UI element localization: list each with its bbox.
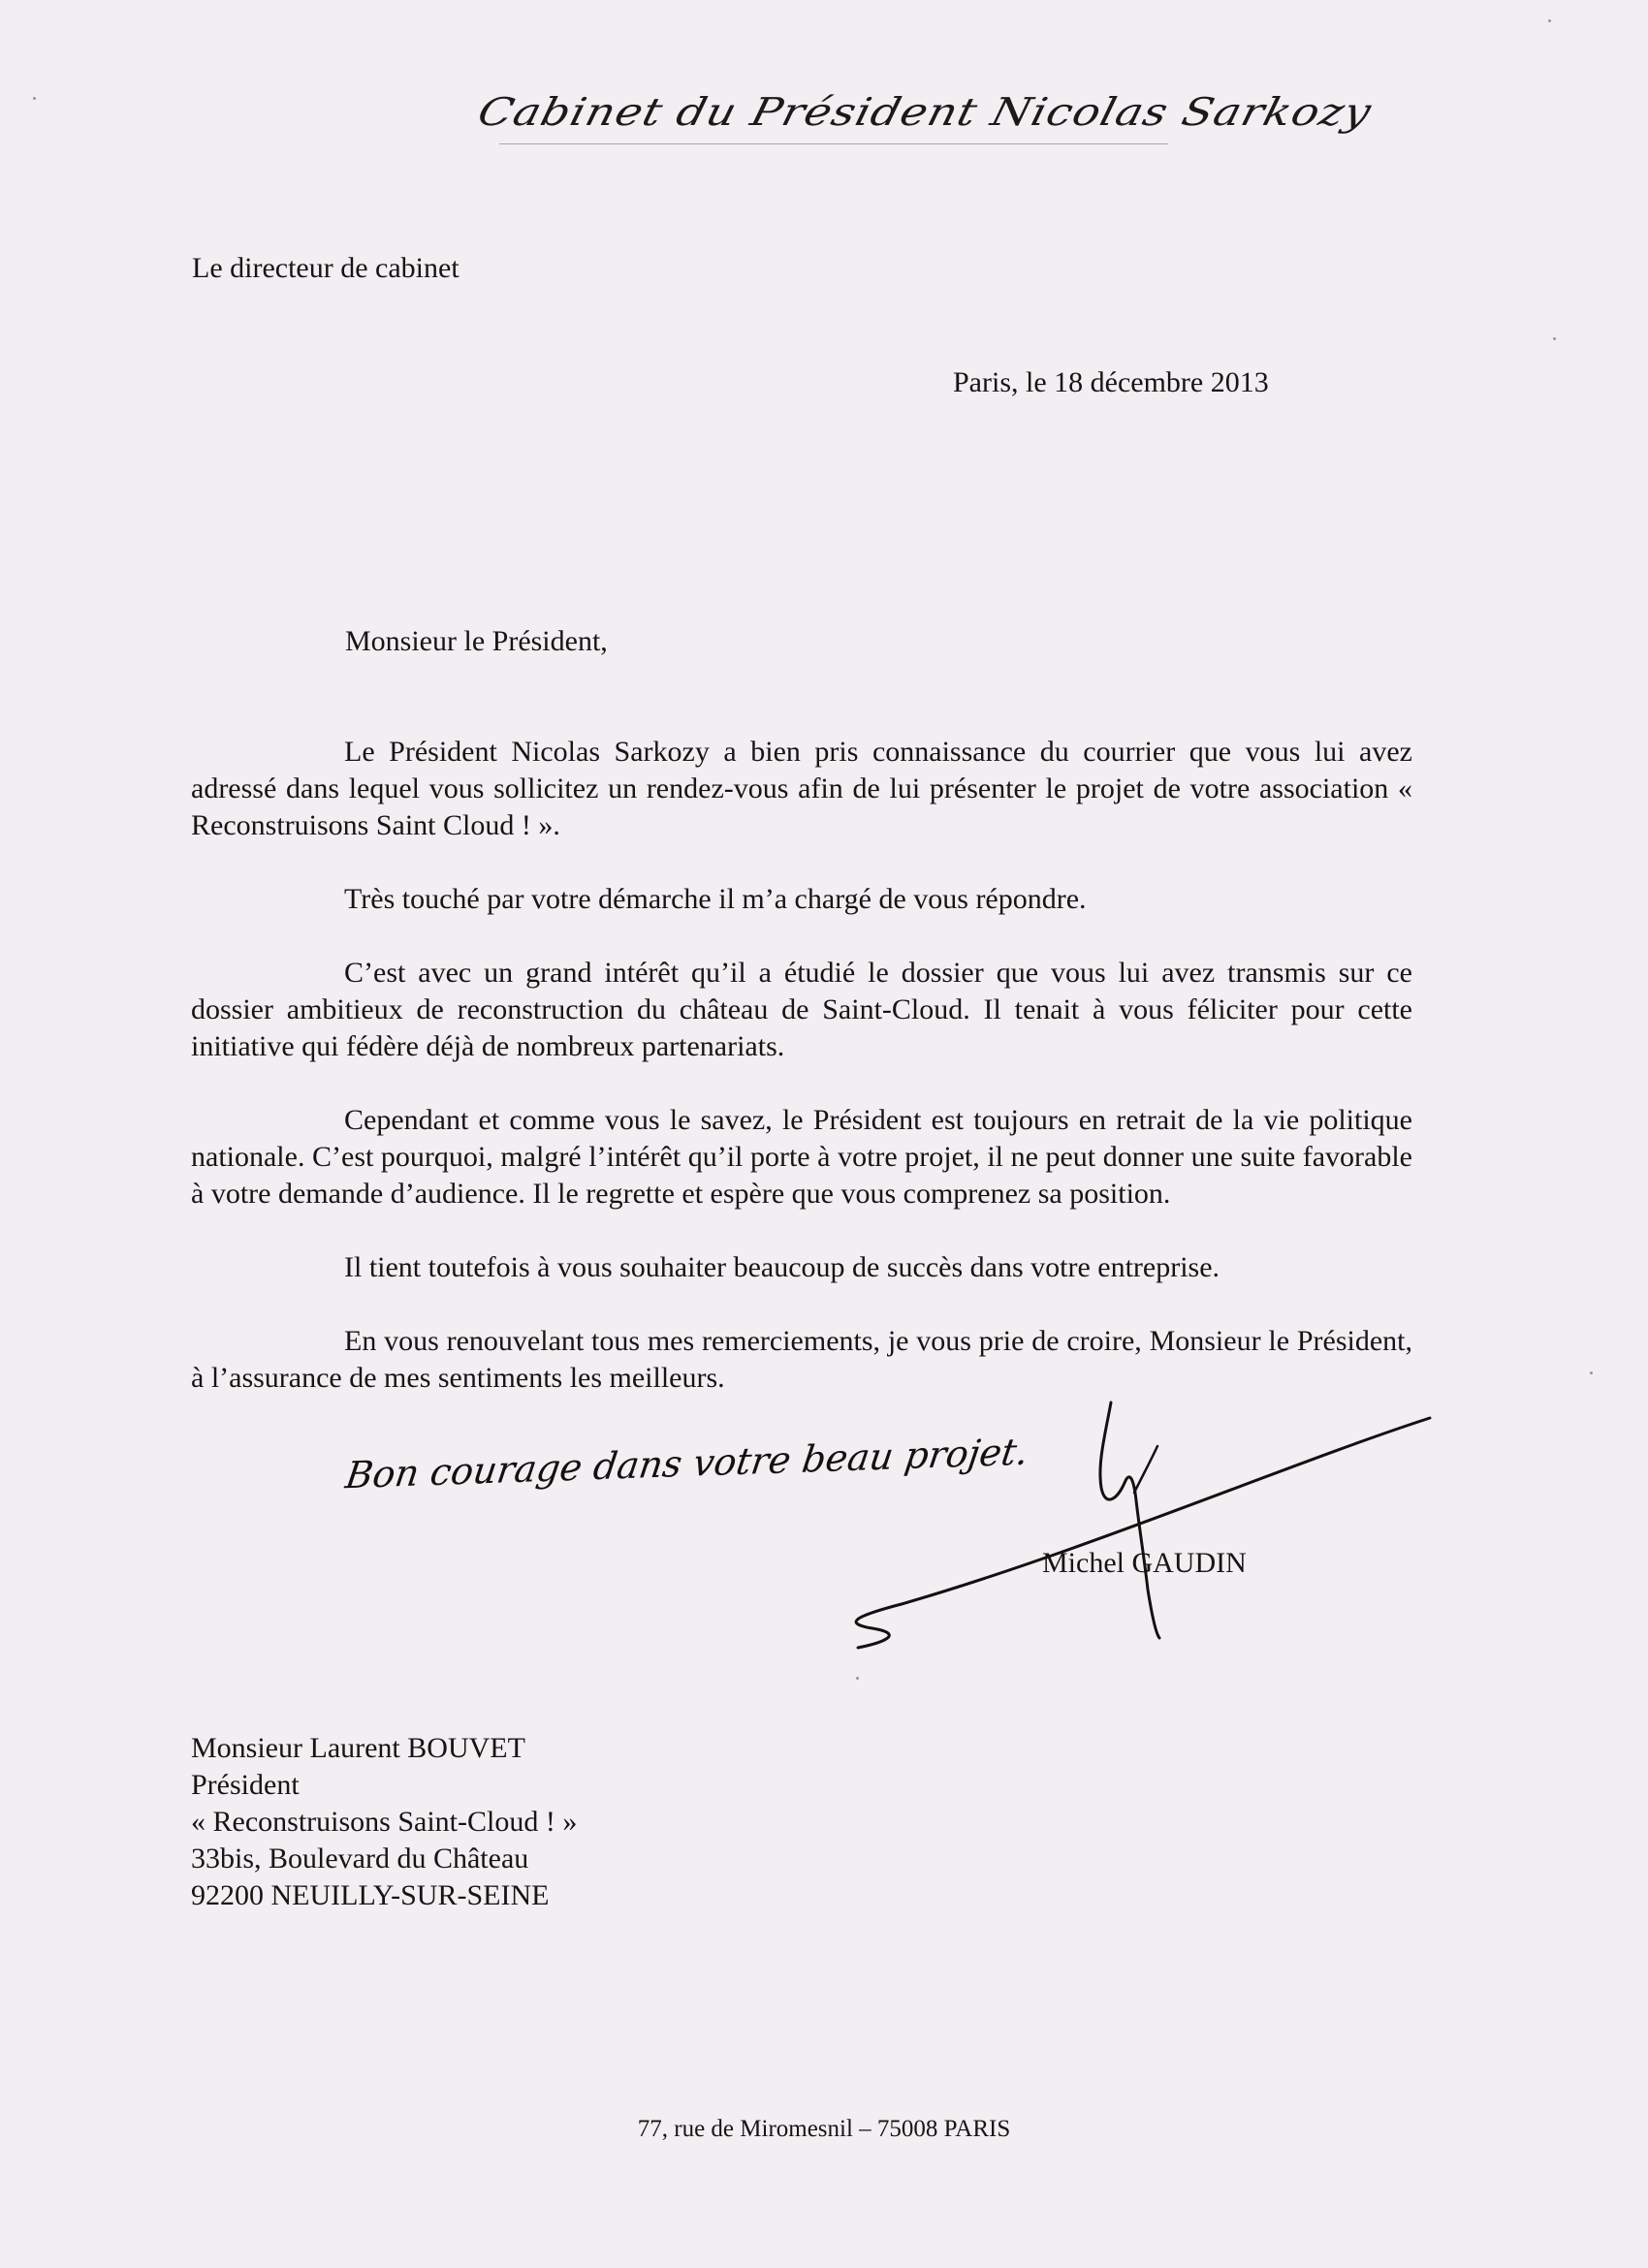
recipient-line: Monsieur Laurent BOUVET — [191, 1732, 525, 1764]
body-paragraph: En vous renouvelant tous mes remerciements, je vous prie de croire, Monsieur le Président, à l’assurance de mes sentiments les meilleurs. — [191, 1325, 1412, 1394]
recipient-line: Président — [191, 1769, 300, 1801]
footer-address: 77, rue de Miromesnil – 75008 PARIS — [637, 2116, 1011, 2142]
body-paragraph: Le Président Nicolas Sarkozy a bien pris connaissance du courrier que vous lui avez adressé dans lequel vous sollicitez un rendez-vous afin de lui présenter le projet de votre association « Reconstruisons Saint Cloud ! ». — [191, 736, 1412, 841]
body-paragraph: C’est avec un grand intérêt qu’il a étudié le dossier que vous lui avez transmis sur ce dossier ambitieux de reconstruction du château de Saint-Cloud. Il tenait à vous féliciter pour cette initiative qui fédère déjà de nombreux partenariats. — [191, 957, 1412, 1062]
body-paragraph: Cependant et comme vous le savez, le Président est toujours en retrait de la vie politique nationale. C’est pourquoi, malgré l’intérêt qu’il porte à votre projet, il ne peut donner une suite favorable à votre demande d’audience. Il le regrette et espère que vous comprenez sa position. — [191, 1104, 1412, 1210]
salutation: Monsieur le Président, — [345, 625, 608, 657]
scan-speck — [1590, 1371, 1593, 1374]
letterhead-rule — [499, 143, 1168, 144]
date-line: Paris, le 18 décembre 2013 — [953, 366, 1269, 398]
body-paragraph: Il tient toutefois à vous souhaiter beaucoup de succès dans votre entreprise. — [344, 1251, 1220, 1283]
recipient-line: « Reconstruisons Saint-Cloud ! » — [191, 1806, 578, 1838]
body-paragraph: Très touché par votre démarche il m’a chargé de vous répondre. — [344, 883, 1087, 915]
scan-speck — [1548, 19, 1551, 22]
sender-role: Le directeur de cabinet — [192, 252, 460, 284]
scan-speck — [856, 1677, 859, 1680]
handwritten-note: Bon courage dans votre beau projet. — [342, 1430, 1031, 1497]
scan-speck — [1553, 337, 1556, 340]
scan-speck — [33, 97, 36, 100]
signatory-name: Michel GAUDIN — [1042, 1547, 1247, 1579]
recipient-address — [191, 1730, 577, 1914]
letterhead-title: Cabinet du Président Nicolas Sarkozy — [473, 89, 1377, 135]
letter-body — [191, 734, 1412, 1433]
recipient-line: 92200 NEUILLY-SUR-SEINE — [191, 1879, 550, 1911]
recipient-line: 33bis, Boulevard du Château — [191, 1843, 529, 1874]
